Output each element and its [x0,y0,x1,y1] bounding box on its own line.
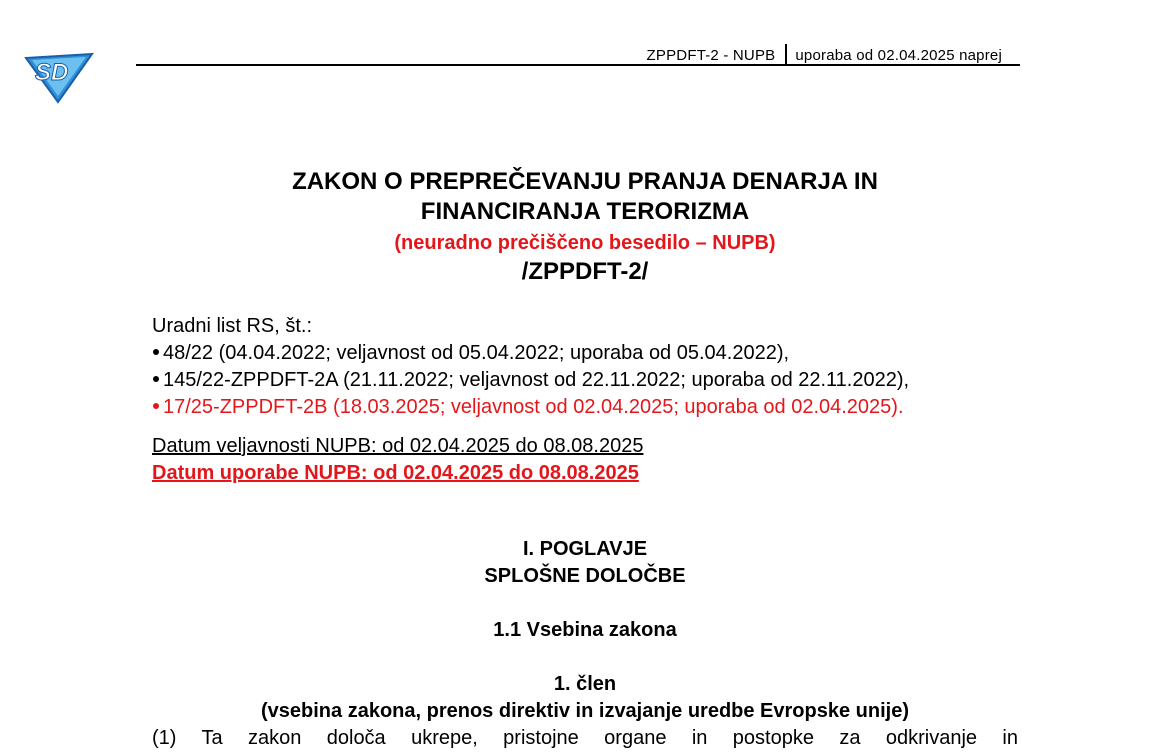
law-title-line-2: FINANCIRANJA TERORIZMA [420,198,750,225]
running-header [647,44,1002,64]
chapter-number: I. POGLAVJE [522,538,648,560]
svg-text:SD: SD [35,59,69,86]
chapter-title: SPLOŠNE DOLOČBE [484,565,686,587]
bullet-icon [153,349,159,355]
header-application-date: uporaba od 02.04.2025 naprej [795,47,1002,64]
gazette-entry-text: 145/22-ZPPDFT-2A (21.11.2022; veljavnost od 22.11.2022; uporaba od 22.11.2022), [163,369,910,391]
sd-logo [22,48,96,104]
gazette-entry [152,367,909,394]
article-paragraph: (1) Ta zakon določa ukrepe, pristojne organe in postopke za odkrivanje in [152,727,1018,749]
gazette-list [152,313,909,421]
bullet-icon [153,403,159,409]
gazette-label: Uradni list RS, št.: [152,315,313,337]
article-number: 1. člen [553,673,617,695]
gazette-entry [152,340,909,367]
header-separator [785,44,787,64]
validity-date: Datum veljavnosti NUPB: od 02.04.2025 do 08.08.2025 [152,435,644,457]
gazette-entry-text: 17/25-ZPPDFT-2B (18.03.2025; veljavnost od 02.04.2025; uporaba od 02.04.2025). [163,396,904,418]
header-doc-code: ZPPDFT-2 - NUPB [646,47,776,64]
gazette-entry-text: 48/22 (04.04.2022; veljavnost od 05.04.2022; uporaba od 05.04.2022), [163,342,790,364]
section-heading: 1.1 Vsebina zakona [493,619,677,641]
law-subtitle: (neuradno prečiščeno besedilo – NUPB) [394,232,776,254]
header-rule [136,64,1020,66]
article-title: (vsebina zakona, prenos direktiv in izvajanje uredbe Evropske unije) [261,700,909,722]
bullet-icon [153,376,159,382]
nupb-dates [152,433,643,487]
law-abbreviation: /ZPPDFT-2/ [521,258,649,285]
gazette-entry-latest [152,394,909,421]
application-date: Datum uporabe NUPB: od 02.04.2025 do 08.08.2025 [152,462,639,484]
law-title-line-1: ZAKON O PREPREČEVANJU PRANJA DENARJA IN [292,168,878,195]
